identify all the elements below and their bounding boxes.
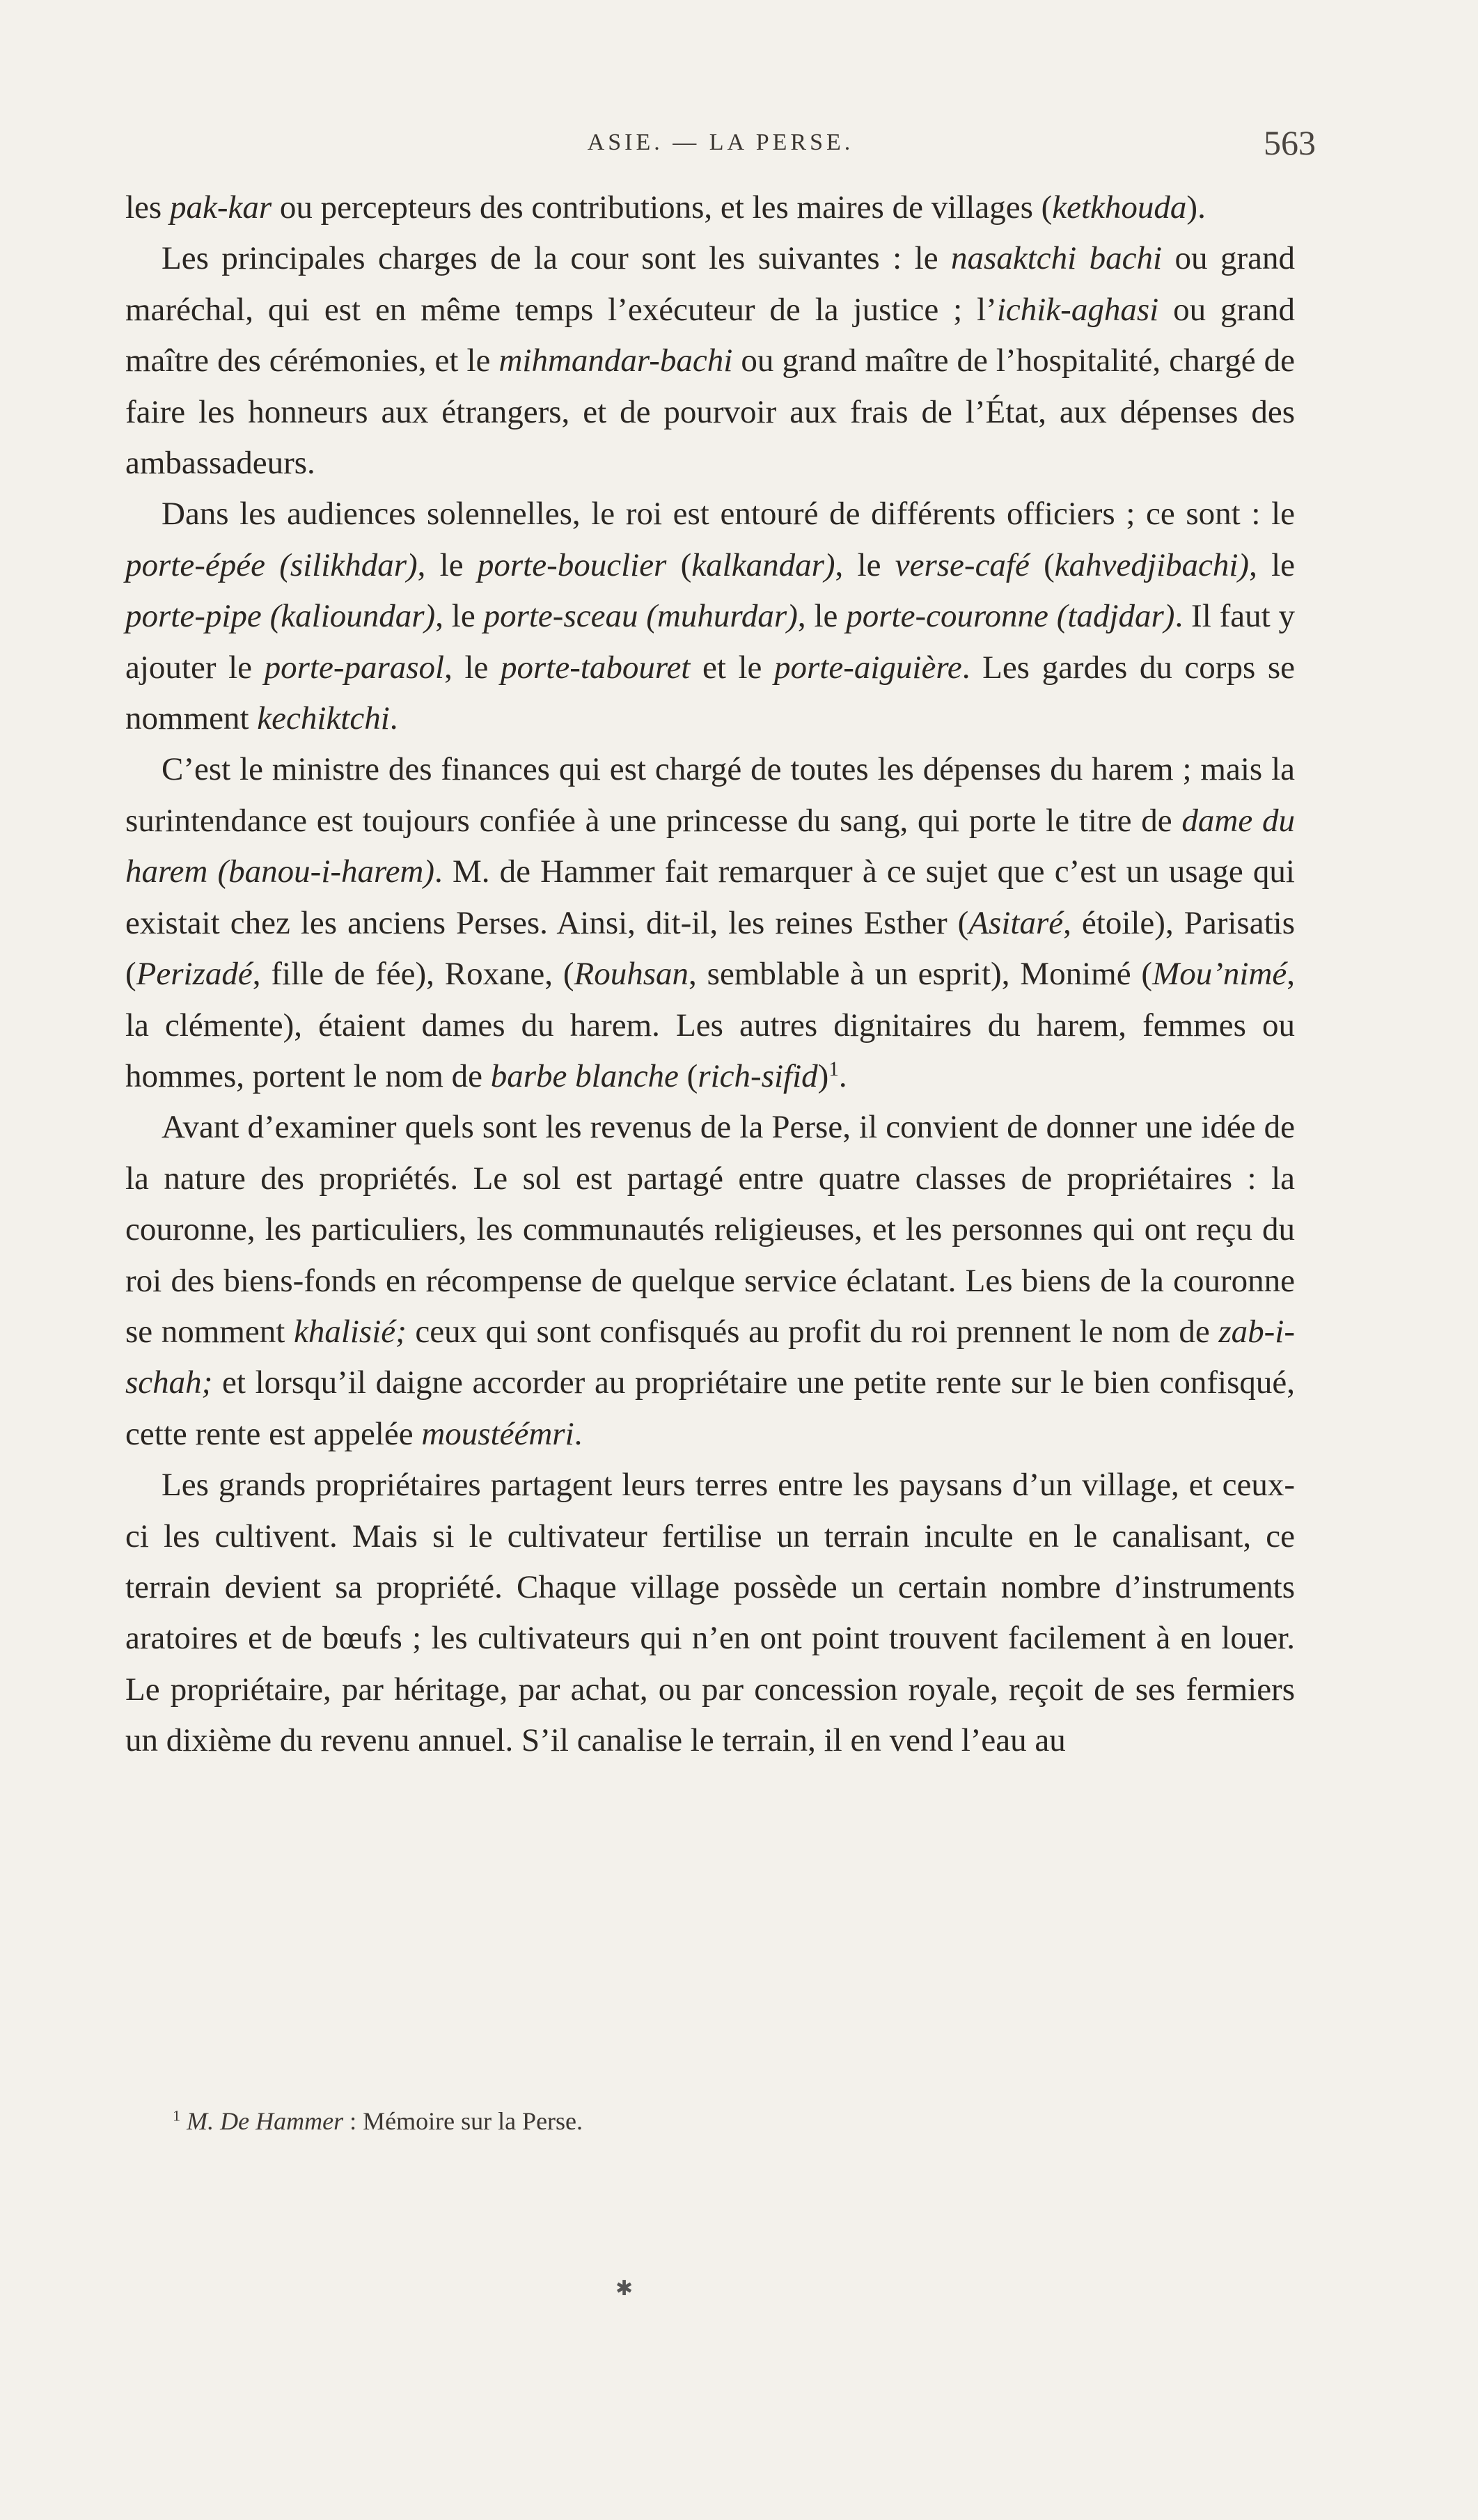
text-run: les: [125, 189, 170, 226]
italic-term: porte-aiguière: [774, 649, 962, 686]
paragraph: [125, 182, 1295, 233]
text-run: C’est le ministre des finances qui est chargé de toutes les dépenses du harem ; mais la surintendance est toujours confiée à une princesse du sang, qui porte le titre de: [125, 751, 1295, 839]
printer-mark: ✱: [615, 2277, 634, 2300]
italic-term: mihmandar-bachi: [498, 342, 733, 379]
footnote-text: : Mémoire sur la Perse.: [343, 2107, 583, 2135]
text-run: , le: [444, 649, 501, 686]
body-text: [125, 182, 1295, 1767]
page-number: 563: [1264, 123, 1316, 162]
text-run: , le: [417, 546, 478, 583]
page-header: [125, 123, 1316, 171]
text-run: et lorsqu’il daigne accorder au propriétaire une petite rente sur le bien confisqué, cette rente est appelée: [125, 1364, 1295, 1452]
italic-term: kechiktchi: [257, 700, 390, 737]
italic-term: moustéémri: [421, 1415, 574, 1452]
text-run: Dans les audiences solennelles, le roi est entouré de différents officiers ; ce sont : le: [162, 496, 1295, 533]
italic-term: Rouhsan: [574, 956, 689, 993]
text-run: , le: [435, 598, 484, 635]
paragraph: [125, 1460, 1295, 1766]
footnote-reference: 1: [828, 1057, 839, 1080]
running-title: ASIE. — LA PERSE.: [587, 129, 854, 155]
italic-term: porte-parasol: [264, 649, 445, 686]
paragraph: [125, 1102, 1295, 1460]
text-run: et le: [690, 649, 775, 686]
footnote: [173, 2104, 1287, 2139]
text-run: Les grands propriétaires partagent leurs terres entre les paysans d’un village, et ceux-ci les cultivent. Mais si le cultivateur fertilise un terrain inculte en le canalisant, ce terrain devient sa propriété. Chaque village possède un certain nombre d’instruments aratoires et de bœufs ; les cultivateurs qui n’en ont point trouvent facilement à en louer. Le propriétaire, par héritage, par achat, ou par concession royale, reçoit de ses fermiers un dixième du revenu annuel. S’il canalise le terrain, il en vend l’eau au: [125, 1467, 1295, 1759]
italic-term: dame du harem (banou-i-harem): [125, 802, 1295, 890]
text-run: , étoile), Parisatis (: [125, 904, 1295, 993]
text-run: , semblable à un esprit), Monimé (: [689, 956, 1153, 993]
italic-term: ichik-aghasi: [996, 291, 1159, 328]
italic-term: Mou’nimé: [1152, 956, 1287, 993]
text-run: , le: [835, 546, 895, 583]
italic-term: porte-épée (silikhdar): [125, 546, 418, 583]
italic-term: nasaktchi bachi: [951, 240, 1163, 277]
footnote-author: M. De Hammer: [187, 2107, 344, 2135]
italic-term: kalkandar): [691, 546, 835, 583]
footnote-marker: 1: [173, 2106, 181, 2125]
text-run: Les principales charges de la cour sont les suivantes : le: [162, 240, 952, 277]
italic-term: porte-sceau (muhurdar): [483, 598, 798, 635]
text-run: ou grand maître des cérémonies, et le: [125, 291, 1296, 379]
text-run: . M. de Hammer fait remarquer à ce sujet que c’est un usage qui existait chez les anciens Perses. Ainsi, dit-il, les reines Esther (: [125, 853, 1295, 941]
text-run: , la clémente), étaient dames du harem. Les autres dignitaires du harem, femmes ou hommes, portent le nom de: [125, 956, 1295, 1094]
text-run: ou grand maître de l’hospitalité, chargé de faire les honneurs aux étrangers, et de pourvoir aux frais de l’État, aux dépenses des ambassadeurs.: [125, 342, 1295, 482]
text-run: ou percepteurs des contributions, et les maires de villages (: [272, 189, 1053, 226]
italic-term: pak-kar: [169, 189, 272, 226]
text-run: . Il faut y ajouter le: [125, 598, 1296, 686]
text-run: , le: [1249, 546, 1296, 583]
text-run: ).: [1186, 189, 1206, 226]
text-run: .: [574, 1415, 583, 1452]
italic-term: verse-café: [895, 546, 1030, 583]
paragraph: [125, 233, 1295, 489]
text-run: (: [678, 1057, 698, 1094]
text-run: (: [666, 546, 692, 583]
italic-term: porte-tabouret: [500, 649, 691, 686]
italic-term: porte-pipe (kalioundar): [125, 598, 436, 635]
text-run: . Les gardes du corps se nomment: [125, 649, 1295, 737]
text-run: , fille de fée), Roxane, (: [252, 956, 574, 993]
text-run: ceux qui sont confisqués au profit du roi prennent le nom de: [406, 1313, 1219, 1350]
italic-term: ketkhouda: [1052, 189, 1187, 226]
italic-term: Asitaré: [968, 904, 1064, 941]
italic-term: porte-couronne (tadjdar): [846, 598, 1175, 635]
text-run: .: [838, 1057, 847, 1094]
italic-term: Perizadé: [136, 956, 253, 993]
text-run: , le: [797, 598, 847, 635]
text-run: (: [1029, 546, 1055, 583]
text-run: Avant d’examiner quels sont les revenus de la Perse, il convient de donner une idée de la nature des propriétés. Le sol est partagé entre quatre classes de propriétaires : la couronne, les particuliers, les communautés religieuses, et les personnes qui ont reçu du roi des biens-fonds en récompense de quelque service éclatant. Les biens de la couronne se nomment: [125, 1109, 1295, 1350]
italic-term: zab-i-schah;: [125, 1313, 1296, 1401]
italic-term: kahvedjibachi): [1054, 546, 1250, 583]
paragraph: [125, 489, 1295, 744]
italic-term: porte-bouclier: [477, 546, 667, 583]
italic-term: khalisié;: [293, 1313, 407, 1350]
italic-term: barbe blanche: [490, 1057, 679, 1094]
paragraph: [125, 744, 1295, 1102]
text-run: ): [817, 1057, 829, 1094]
text-run: .: [389, 700, 398, 737]
italic-term: rich-sifid: [698, 1057, 818, 1094]
text-run: ou grand maréchal, qui est en même temps l’exécuteur de la justice ; l’: [125, 240, 1295, 328]
